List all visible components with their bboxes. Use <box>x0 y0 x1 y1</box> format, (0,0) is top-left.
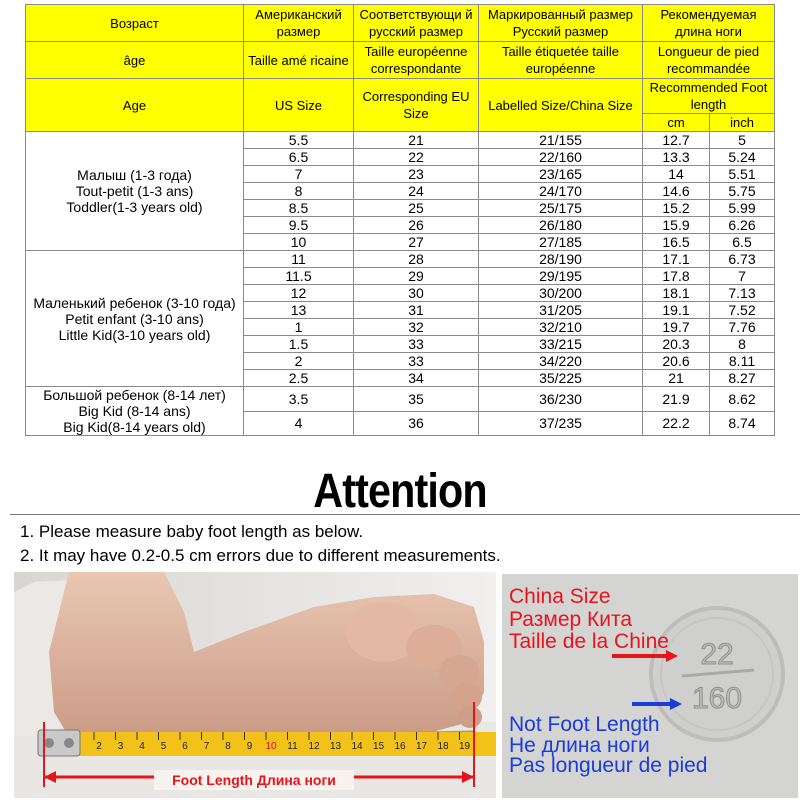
cell-label: 26/180 <box>479 217 643 234</box>
table-row <box>26 251 775 268</box>
cell-label: 22/160 <box>479 149 643 166</box>
age-group-cell <box>26 251 244 387</box>
cell-label: 37/235 <box>479 411 643 436</box>
cell-inch: 8.74 <box>710 411 775 436</box>
cell-cm: 20.3 <box>643 336 710 353</box>
cell-label: 29/195 <box>479 268 643 285</box>
cell-eu: 34 <box>354 370 479 387</box>
header-row-en <box>26 79 775 114</box>
header-row-ru <box>26 5 775 42</box>
cell-eu: 22 <box>354 149 479 166</box>
cell-cm: 21 <box>643 370 710 387</box>
cell-eu: 35 <box>354 387 479 412</box>
not-foot-length-label-ru: Не длина ноги <box>509 734 650 757</box>
cell-eu: 31 <box>354 302 479 319</box>
ruler-number: 2 <box>96 741 102 752</box>
cell-us: 11 <box>244 251 354 268</box>
cell-eu: 30 <box>354 285 479 302</box>
note-2: 2. It may have 0.2-0.5 cm errors due to different measurements. <box>20 546 501 565</box>
cell-label: 21/155 <box>479 132 643 149</box>
cell-eu: 36 <box>354 411 479 436</box>
cell-us: 3.5 <box>244 387 354 412</box>
cell-us: 10 <box>244 234 354 251</box>
cell-label: 23/165 <box>479 166 643 183</box>
header-age-fr: âge <box>26 42 244 79</box>
cell-inch: 8.27 <box>710 370 775 387</box>
cell-inch: 7 <box>710 268 775 285</box>
stamp-top-number: 22 <box>700 638 734 671</box>
ruler-number: 4 <box>139 741 145 752</box>
cell-eu: 33 <box>354 336 479 353</box>
cell-us: 7 <box>244 166 354 183</box>
header-age-en: Age <box>26 79 244 132</box>
header-us-en: US Size <box>244 79 354 132</box>
cell-label: 32/210 <box>479 319 643 336</box>
table-row <box>26 387 775 412</box>
cell-label: 30/200 <box>479 285 643 302</box>
age-group-label: Большой ребенок (8-14 лет) <box>43 387 226 403</box>
age-group-cell <box>26 132 244 251</box>
cell-inch: 8.62 <box>710 387 775 412</box>
age-group-label: Little Kid(3-10 years old) <box>58 326 211 343</box>
cell-inch: 5 <box>710 132 775 149</box>
ruler-number: 14 <box>351 741 363 752</box>
china-size-label-en: China Size <box>509 585 611 608</box>
cell-us: 2 <box>244 353 354 370</box>
header-foot-ru: Рекомендуемая длина ноги <box>643 5 775 42</box>
age-group-label: Petit enfant (3-10 ans) <box>65 310 204 327</box>
ruler-number: 9 <box>246 741 253 752</box>
header-label-en: Labelled Size/China Size <box>479 79 643 132</box>
cell-eu: 26 <box>354 217 479 234</box>
ruler-number: 3 <box>117 741 124 752</box>
cell-cm: 14.6 <box>643 183 710 200</box>
cell-cm: 14 <box>643 166 710 183</box>
cell-label: 25/175 <box>479 200 643 217</box>
cell-inch: 5.75 <box>710 183 775 200</box>
header-eu-fr: Taille européenne correspondante <box>354 42 479 79</box>
cell-inch: 6.5 <box>710 234 775 251</box>
divider-line <box>10 514 800 515</box>
ruler-number: 16 <box>394 741 406 752</box>
not-foot-length-label-fr: Pas longueur de pied <box>509 754 708 777</box>
foot-length-caption: Foot Length Длина ноги <box>172 772 336 788</box>
cell-label: 28/190 <box>479 251 643 268</box>
table-row <box>26 132 775 149</box>
ruler-number: 6 <box>182 741 188 752</box>
cell-label: 31/205 <box>479 302 643 319</box>
ruler-number: 7 <box>203 741 210 752</box>
cell-cm: 22.2 <box>643 411 710 436</box>
cell-eu: 29 <box>354 268 479 285</box>
cell-eu: 27 <box>354 234 479 251</box>
header-eu-ru: Соответствующи й русский размер <box>354 5 479 42</box>
cell-cm: 16.5 <box>643 234 710 251</box>
ruler-number: 17 <box>415 741 428 752</box>
cell-us: 2.5 <box>244 370 354 387</box>
ruler-number: 12 <box>308 741 320 752</box>
attention-heading: Attention <box>313 465 487 518</box>
cell-inch: 7.52 <box>710 302 775 319</box>
cell-eu: 28 <box>354 251 479 268</box>
cell-cm: 15.9 <box>643 217 710 234</box>
header-label-fr: Taille étiquetée taille européenne <box>479 42 643 79</box>
cell-eu: 25 <box>354 200 479 217</box>
china-size-stamp-photo <box>502 574 798 798</box>
age-group-label: Маленький ребенок (3-10 года) <box>33 294 236 311</box>
cell-us: 5.5 <box>244 132 354 149</box>
cell-cm: 19.1 <box>643 302 710 319</box>
header-foot-en: Recommended Foot length <box>643 79 775 114</box>
foot-measurement-photo <box>14 572 496 798</box>
cell-label: 36/230 <box>479 387 643 412</box>
stamp-bottom-number: 160 <box>691 682 743 715</box>
ruler-number: 8 <box>225 741 231 752</box>
age-group-cell <box>26 387 244 436</box>
not-foot-length-label-en: Not Foot Length <box>509 713 660 736</box>
cell-us: 8.5 <box>244 200 354 217</box>
header-unit-cm: cm <box>643 114 710 132</box>
cell-us: 1.5 <box>244 336 354 353</box>
cell-eu: 24 <box>354 183 479 200</box>
header-row-fr <box>26 42 775 79</box>
header-foot-fr: Longueur de pied recommandée <box>643 42 775 79</box>
age-group-label: Big Kid (8-14 ans) <box>78 403 191 419</box>
header-age-ru: Возраст <box>26 5 244 42</box>
cell-cm: 12.7 <box>643 132 710 149</box>
cell-eu: 33 <box>354 353 479 370</box>
cell-inch: 6.73 <box>710 251 775 268</box>
cell-label: 35/225 <box>479 370 643 387</box>
cell-us: 1 <box>244 319 354 336</box>
age-group-label: Малыш (1-3 года) <box>77 167 192 183</box>
cell-us: 4 <box>244 411 354 436</box>
cell-cm: 21.9 <box>643 387 710 412</box>
age-group-label: Toddler(1-3 years old) <box>66 199 203 215</box>
cell-inch: 5.51 <box>710 166 775 183</box>
cell-cm: 15.2 <box>643 200 710 217</box>
ruler-number: 10 <box>265 741 277 752</box>
cell-label: 27/185 <box>479 234 643 251</box>
cell-cm: 18.1 <box>643 285 710 302</box>
cell-inch: 7.13 <box>710 285 775 302</box>
age-group-label: Big Kid(8-14 years old) <box>63 419 206 435</box>
cell-cm: 20.6 <box>643 353 710 370</box>
age-group-label: Tout-petit (1-3 ans) <box>75 183 194 199</box>
cell-eu: 23 <box>354 166 479 183</box>
note-1: 1. Please measure baby foot length as below. <box>20 522 364 541</box>
cell-inch: 6.26 <box>710 217 775 234</box>
ruler-number: 13 <box>329 741 342 752</box>
cell-us: 6.5 <box>244 149 354 166</box>
cell-inch: 8 <box>710 336 775 353</box>
cell-label: 24/170 <box>479 183 643 200</box>
china-size-label-ru: Размер Кита <box>509 608 633 631</box>
header-us-ru: Американский размер <box>244 5 354 42</box>
cell-inch: 5.99 <box>710 200 775 217</box>
cell-cm: 17.1 <box>643 251 710 268</box>
cell-cm: 17.8 <box>643 268 710 285</box>
ruler-number: 15 <box>372 741 385 752</box>
size-chart-table <box>25 4 775 436</box>
ruler-number: 5 <box>160 741 167 752</box>
cell-cm: 13.3 <box>643 149 710 166</box>
ruler-number: 11 <box>287 741 298 752</box>
header-us-fr: Taille amé ricaine <box>244 42 354 79</box>
cell-inch: 8.11 <box>710 353 775 370</box>
cell-us: 8 <box>244 183 354 200</box>
cell-us: 9.5 <box>244 217 354 234</box>
cell-eu: 32 <box>354 319 479 336</box>
header-eu-en: Corresponding EU Size <box>354 79 479 132</box>
cell-inch: 5.24 <box>710 149 775 166</box>
ruler-number: 18 <box>437 741 449 752</box>
tape-measure <box>38 730 496 756</box>
cell-us: 11.5 <box>244 268 354 285</box>
cell-label: 34/220 <box>479 353 643 370</box>
cell-us: 13 <box>244 302 354 319</box>
foot-illustration <box>14 572 496 798</box>
cell-cm: 19.7 <box>643 319 710 336</box>
cell-us: 12 <box>244 285 354 302</box>
china-size-label-fr: Taille de la Chine <box>509 630 669 653</box>
cell-eu: 21 <box>354 132 479 149</box>
cell-label: 33/215 <box>479 336 643 353</box>
ruler-number: 19 <box>458 741 471 752</box>
header-unit-inch: inch <box>710 114 775 132</box>
cell-inch: 7.76 <box>710 319 775 336</box>
header-label-ru: Маркированный размер Русский размер <box>479 5 643 42</box>
